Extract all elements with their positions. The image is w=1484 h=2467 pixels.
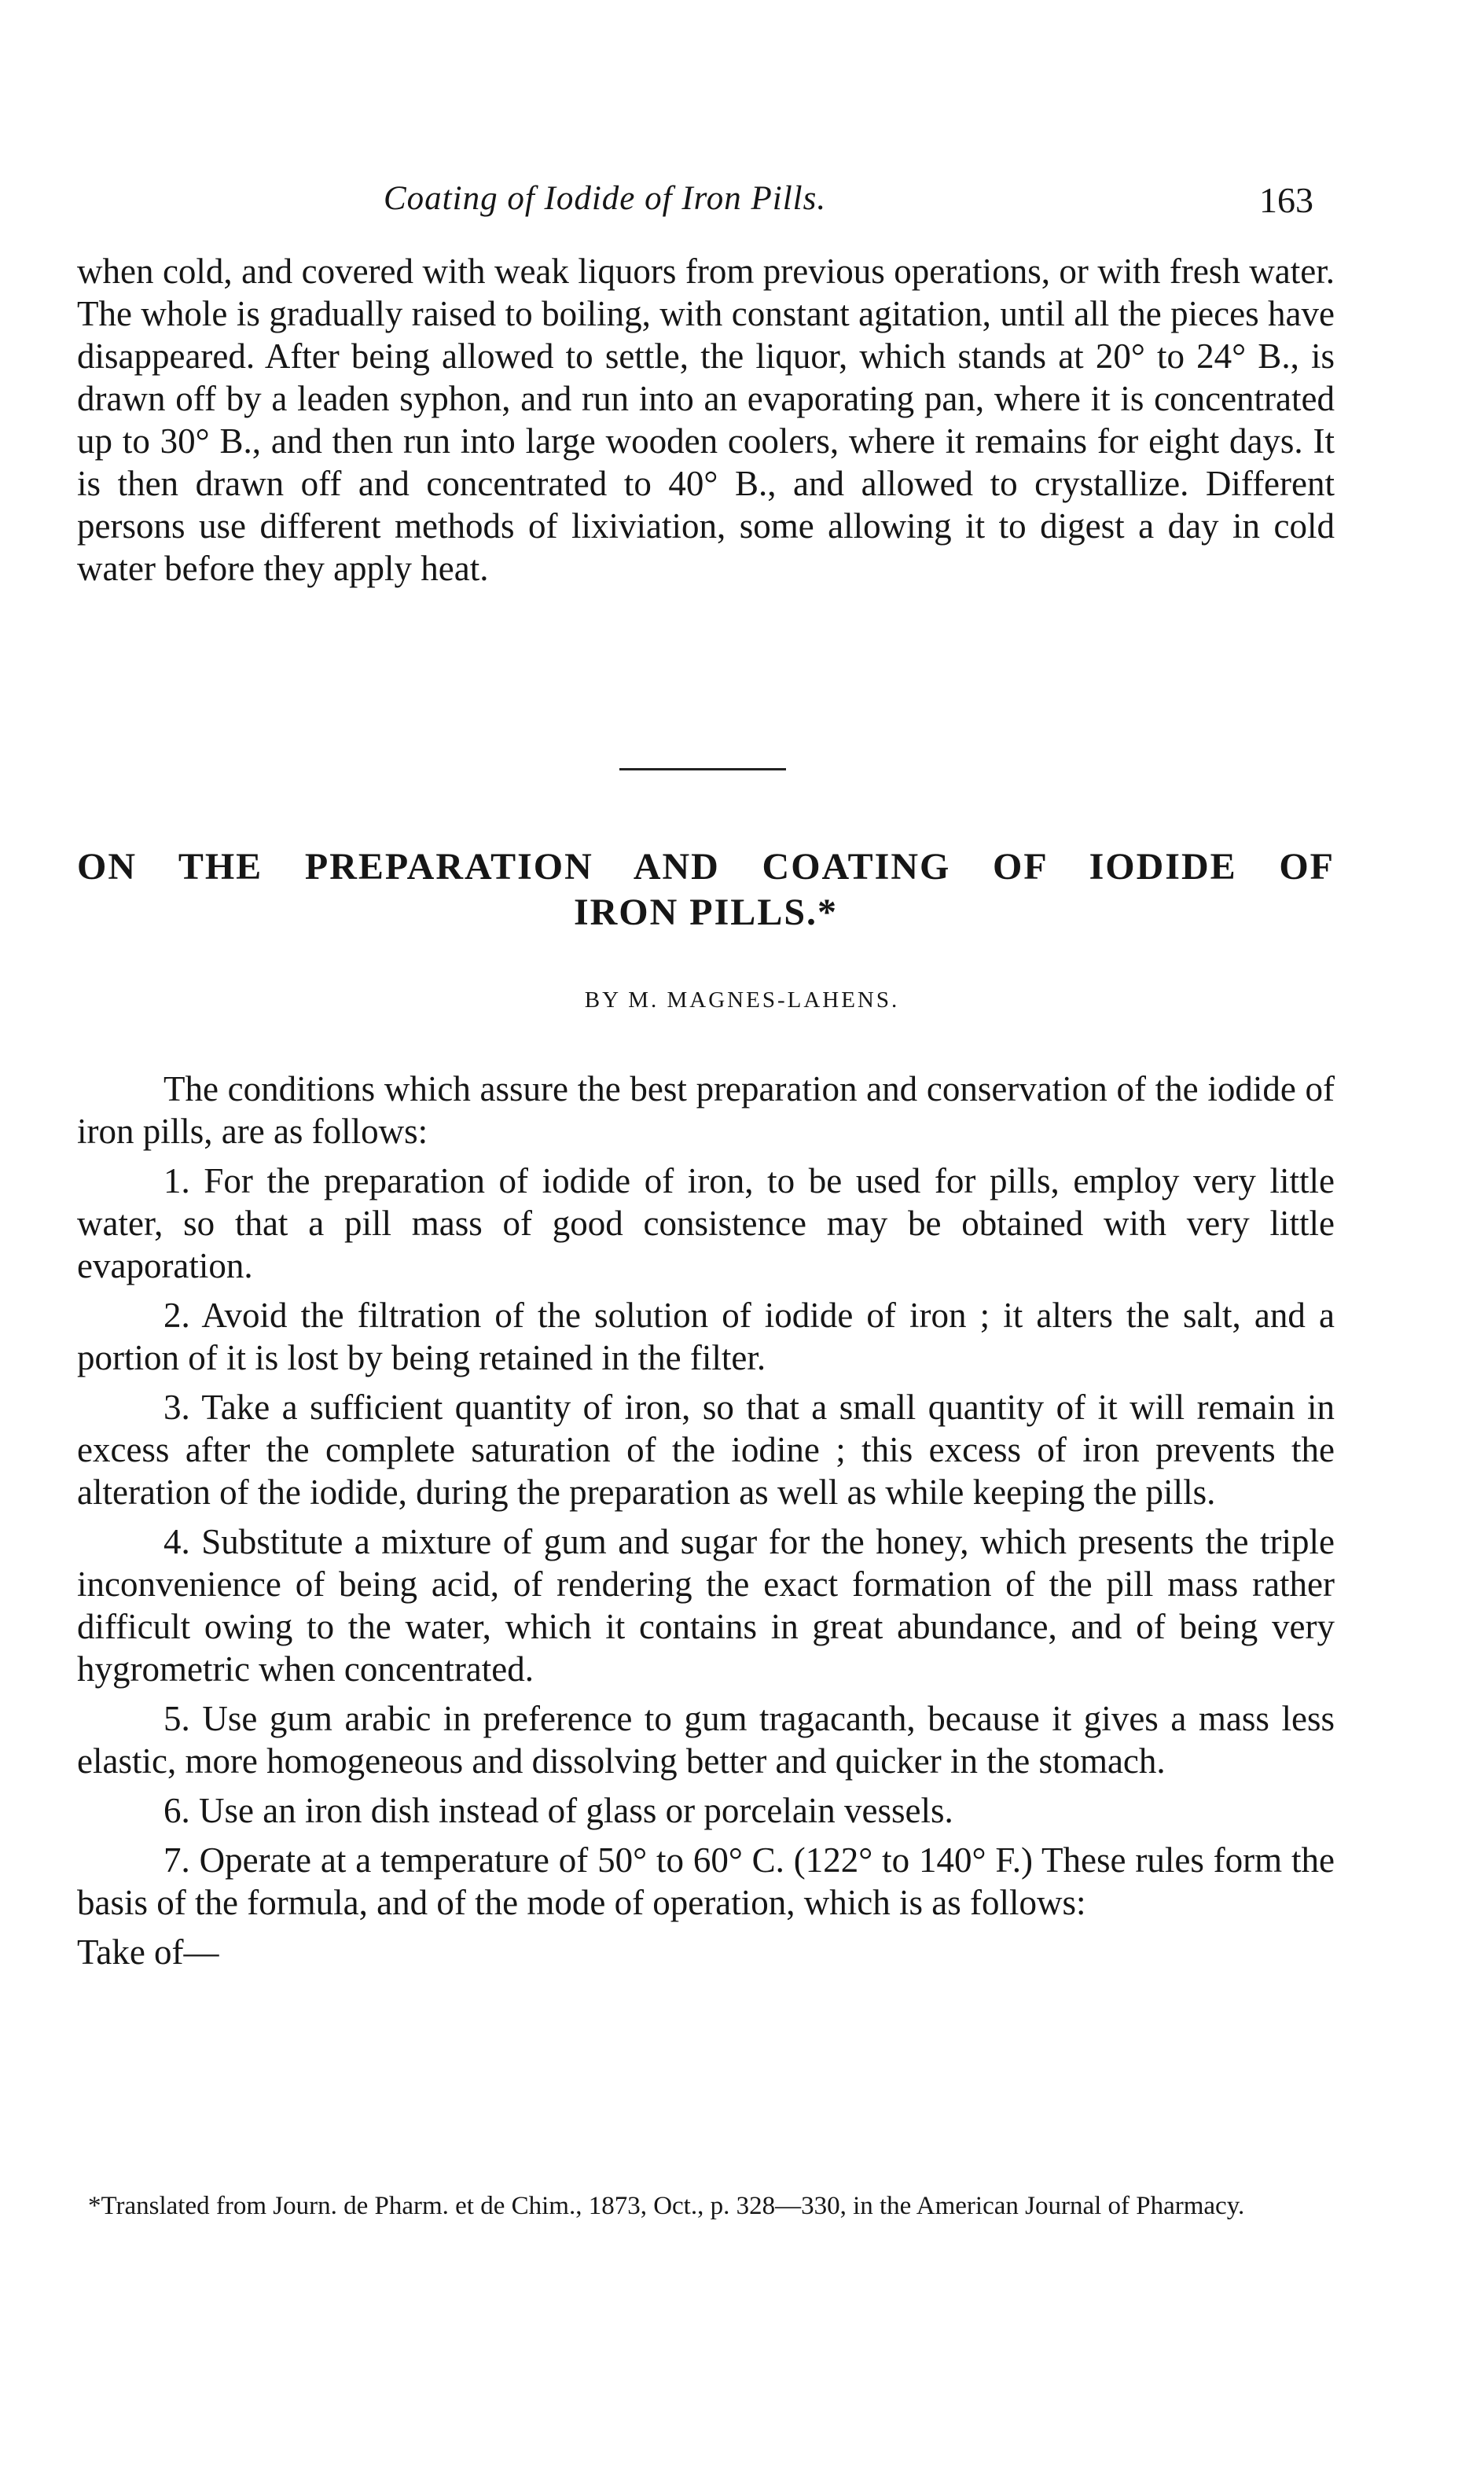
rule-3-paragraph: 3. Take a sufficient quantity of iron, so that a small quantity of it will remain in excess after the complete saturation of the iodine ; this excess of iron prevents the alteration of the iodide, during the preparation as well as while keeping the pills.	[77, 1388, 1335, 1512]
article-title-line-1: ON THE PREPARATION AND COATING OF IODIDE OF	[77, 846, 1335, 888]
intro-paragraph: The conditions which assure the best preparation and conservation of the iodide of iron pills, are as follows:	[77, 1069, 1335, 1151]
article-title	[77, 844, 1335, 936]
article-title-line-2: IRON PILLS.*	[573, 892, 839, 933]
footnote: *Translated from Journ. de Pharm. et de Chim., 1873, Oct., p. 328—330, in the American Journal of Pharmacy.	[88, 2192, 1245, 2220]
rule-6-paragraph: 6. Use an iron dish instead of glass or porcelain vessels.	[163, 1791, 953, 1830]
running-title: Coating of Iodide of Iron Pills.	[384, 180, 827, 217]
carryover-paragraph: when cold, and covered with weak liquors from previous operations, or with fresh water. The whole is gradually raised to boiling, with constant agitation, until all the pieces have disappeared. After being allowed to settle, the liquor, which stands at 20° to 24° B., is drawn off by a leaden syphon, and run into an evaporating pan, where it is concentrated up to 30° B., and then run into large wooden coolers, where it remains for eight days. It is then drawn off and concentrated to 40° B., and allowed to crystallize. Different persons use different methods of lixiviation, some allowing it to digest a day in cold water before they apply heat.	[77, 252, 1335, 588]
rule-7-paragraph: 7. Operate at a temperature of 50° to 60° C. (122° to 140° F.) These rules form the basis of the formula, and of the mode of operation, which is as follows:	[77, 1840, 1335, 1922]
page-number: 163	[1259, 180, 1313, 220]
take-of-line: Take of—	[77, 1932, 219, 1972]
rule-1-paragraph: 1. For the preparation of iodide of iron, to be used for pills, employ very little water, so that a pill mass of good consistence may be obtained with very little evaporation.	[77, 1161, 1335, 1285]
running-head	[0, 179, 1484, 226]
article-byline: BY M. MAGNES-LAHENS.	[584, 987, 900, 1013]
article-body	[77, 1068, 1335, 1980]
rule-2-paragraph: 2. Avoid the filtration of the solution of iodide of iron ; it alters the salt, and a portion of it is lost by being retained in the filter.	[77, 1296, 1335, 1377]
section-divider	[619, 768, 786, 770]
rule-5-paragraph: 5. Use gum arabic in preference to gum tragacanth, because it gives a mass less elastic, more homogeneous and dissolving better and quicker in the stomach.	[77, 1699, 1335, 1781]
rule-4-paragraph: 4. Substitute a mixture of gum and sugar for the honey, which presents the triple inconvenience of being acid, of rendering the exact formation of the pill mass rather difficult owing to the water, which it contains in great abundance, and of being very hygrometric when concentrated.	[77, 1522, 1335, 1689]
